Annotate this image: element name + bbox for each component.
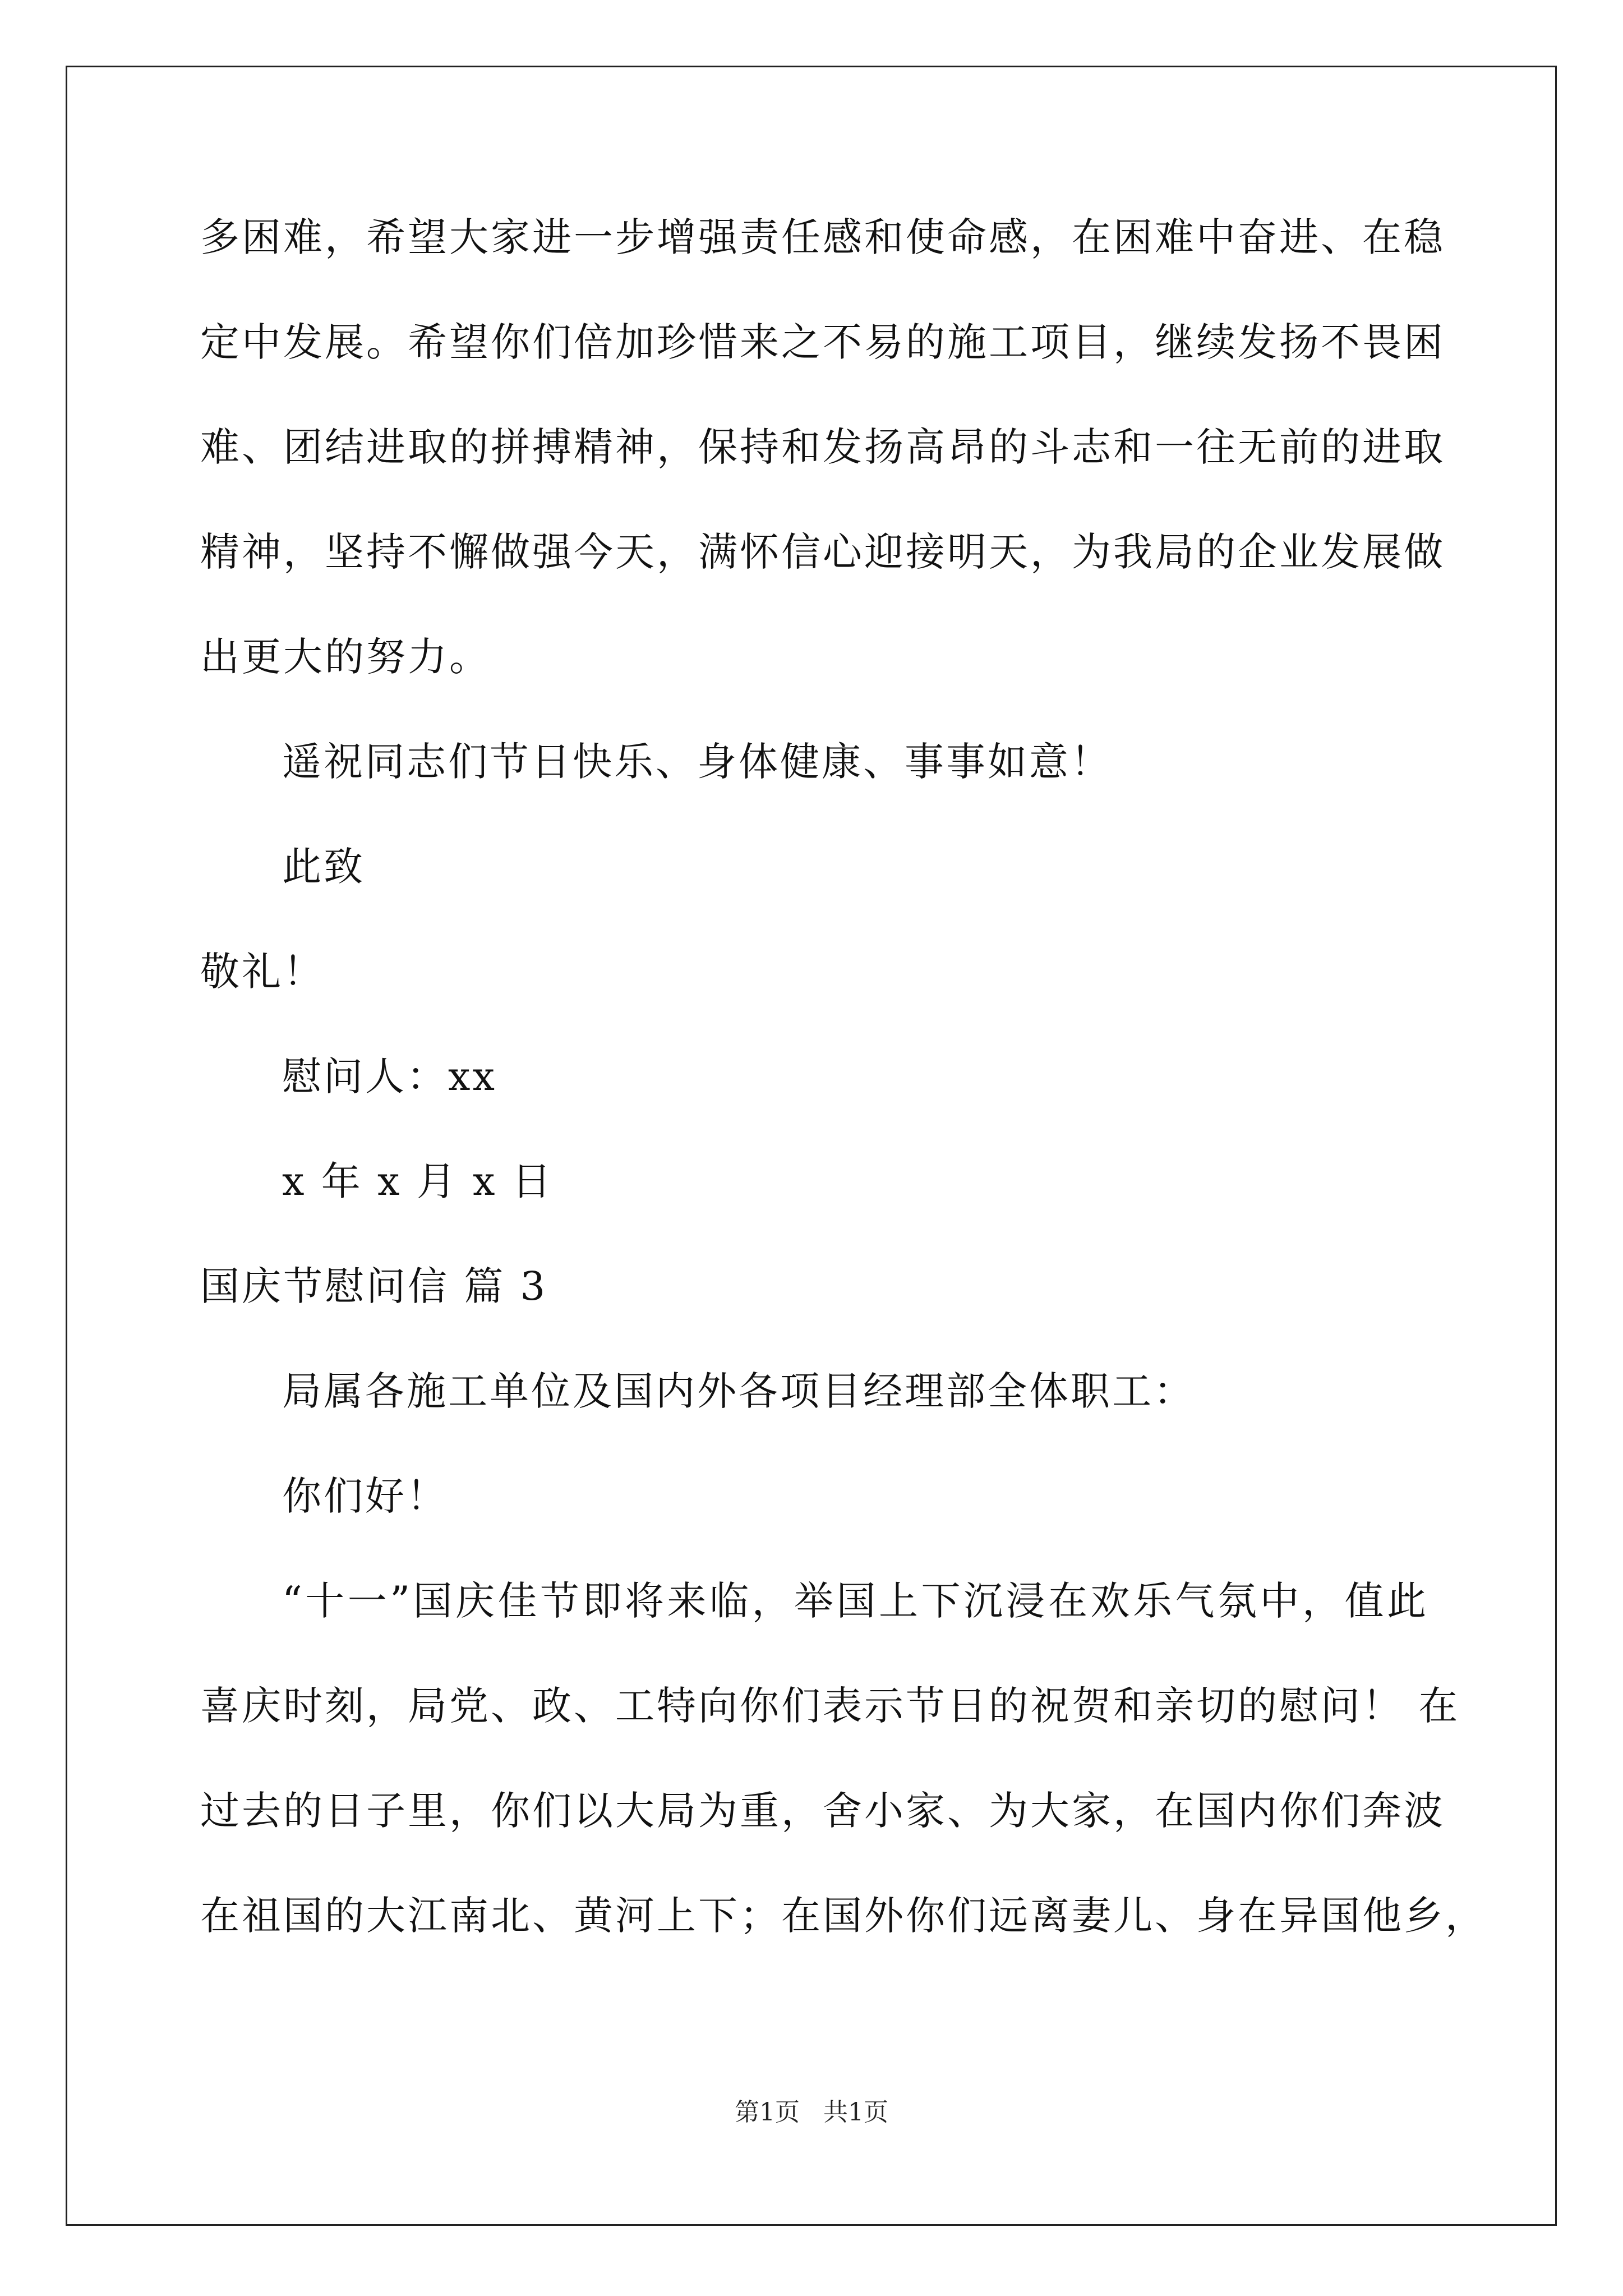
recipient-line: 局属各施工单位及国内外各项目经理部全体职工： — [282, 1368, 1195, 1414]
body-line-2: 定中发展。希望你们倍加珍惜来之不易的施工项目，继续发扬不畏困 — [200, 319, 1445, 365]
body-line-3: 难、团结进取的拼搏精神，保持和发扬高昂的斗志和一往无前的进取 — [200, 424, 1445, 470]
body-line-16: 过去的日子里，你们以大局为重，舍小家、为大家，在国内你们奔波 — [200, 1788, 1445, 1834]
date-line: x 年 x 月 x 日 — [282, 1158, 554, 1204]
closing-respect: 敬礼！ — [200, 949, 325, 995]
page-footer: 第1页 共1页 — [735, 2098, 888, 2127]
closing-salutation: 此致 — [282, 844, 365, 890]
body-line-15: 喜庆时刻，局党、政、工特向你们表示节日的祝贺和亲切的慰问！ 在 — [200, 1683, 1460, 1729]
greeting-wishes: 遥祝同志们节日快乐、身体健康、事事如意！ — [282, 739, 1112, 785]
body-line-5: 出更大的努力。 — [200, 634, 491, 680]
body-line-1: 多困难，希望大家进一步增强责任感和使命感，在困难中奋进、在稳 — [200, 214, 1445, 260]
body-line-17: 在祖国的大江南北、黄河上下；在国外你们远离妻儿、身在异国他乡， — [200, 1893, 1487, 1939]
section-title: 国庆节慰问信 篇 3 — [200, 1263, 548, 1309]
opening-greeting: 你们好！ — [282, 1473, 448, 1519]
body-line-4: 精神，坚持不懈做强今天，满怀信心迎接明天，为我局的企业发展做 — [200, 529, 1445, 575]
body-line-14: “十一”国庆佳节即将来临，举国上下沉浸在欢乐气氛中，值此 — [282, 1578, 1428, 1624]
signature-line: 慰问人：xx — [282, 1053, 497, 1099]
